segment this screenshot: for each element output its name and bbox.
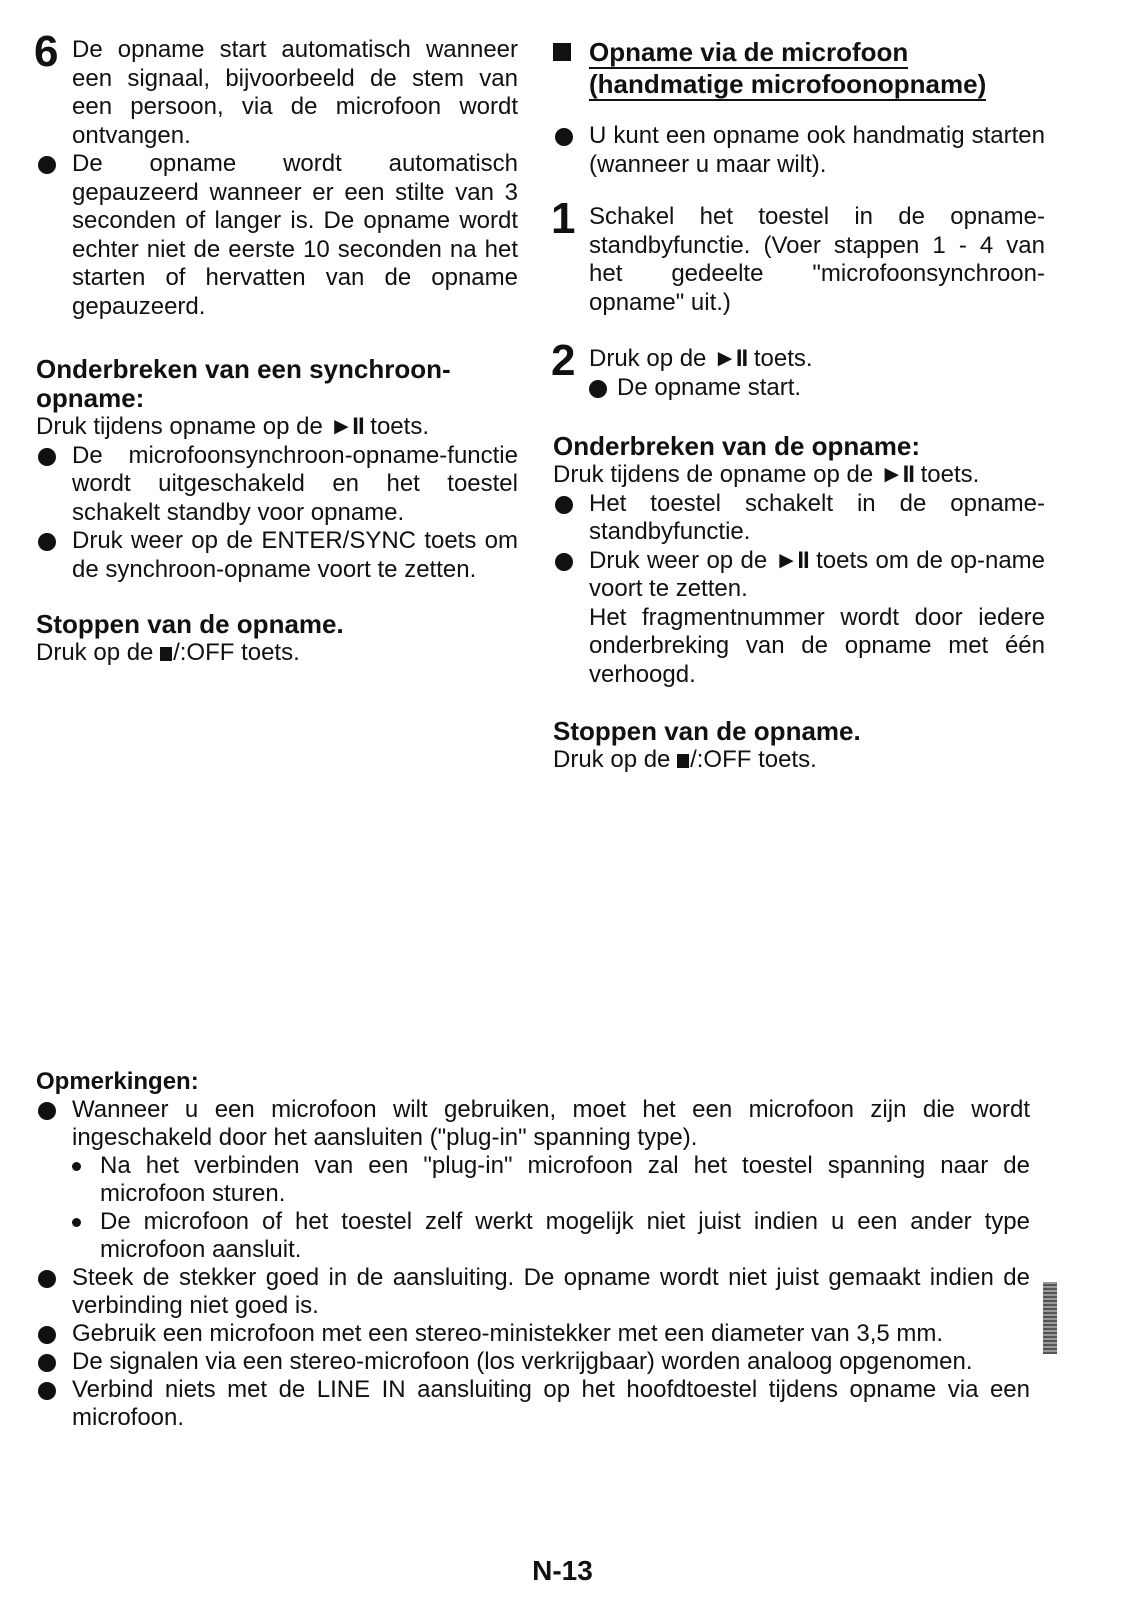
bullet-icon <box>38 1270 56 1288</box>
section-title-line1: Opname via de microfoon <box>589 37 909 67</box>
stop-key-icon <box>160 647 172 661</box>
note-item: De signalen via een stereo-microfoon (los verkrijgbaar) worden analoog opgenomen. <box>36 1348 1030 1376</box>
step-6-bullet <box>36 150 518 321</box>
right-column <box>553 36 1045 775</box>
step-number: 6 <box>34 27 59 76</box>
section-heading: Onderbreken van een synchroon-opname: <box>36 354 451 413</box>
notes-section <box>36 1068 1030 1432</box>
section-heading: Stoppen van de opname. <box>553 716 861 746</box>
bullet-icon <box>38 1326 56 1344</box>
bullet-icon <box>38 533 56 551</box>
notes-heading: Opmerkingen: <box>36 1068 199 1095</box>
bullet-icon <box>38 1382 56 1400</box>
bullet-icon <box>555 128 573 146</box>
note-item: Wanneer u een microfoon wilt gebruiken, moet het een microfoon zijn die wordt ingeschakeld door het aansluiten ("plug-in" spanning type). <box>36 1096 1030 1152</box>
step-text: De opname start automatisch wanneer een signaal, bijvoorbeeld de stem van een persoon, via de microfoon wordt ontvangen. <box>72 36 518 149</box>
bullet-text: U kunt een opname ook handmatig starten (wanneer u maar wilt). <box>589 122 1045 178</box>
small-bullet-icon <box>72 1162 81 1171</box>
bullet-icon <box>555 496 573 514</box>
section-heading: Onderbreken van de opname: <box>553 431 920 461</box>
bullet-icon <box>38 156 56 174</box>
bullet-icon <box>38 448 56 466</box>
bullet-icon <box>589 380 607 398</box>
bullet-text: De opname wordt automatisch gepauzeerd wanneer er een stilte van 3 seconden of langer is. De opname wordt echter niet de eerste 10 seconden na het starten of hervatten van de opname gepauzeerd. <box>72 150 518 320</box>
step-text: Schakel het toestel in de opname-standbyfunctie. (Voer stappen 1 - 4 van het gedeelte "microfoonsynchroon-opname" uit.) <box>589 203 1045 316</box>
section-title <box>553 36 1045 100</box>
bullet-icon <box>555 553 573 571</box>
bullet-text: Druk weer op de ENTER/SYNC toets om de synchroon-opname voort te zetten. <box>72 527 518 583</box>
instruction-line: Druk op de /:OFF toets. <box>553 746 817 773</box>
step-2: 2 Druk op de ►II toets. <box>551 336 813 385</box>
note-item: Steek de stekker goed in de aansluiting. De opname wordt niet juist gemaakt indien de verbinding niet goed is. <box>36 1264 1030 1320</box>
instruction-line: Druk op de /:OFF toets. <box>36 639 300 666</box>
bullet-text: De opname start. <box>617 373 802 401</box>
step-1 <box>551 194 1045 317</box>
bullet-text: Het toestel schakelt in de opname-standbyfunctie. <box>589 489 1045 545</box>
step-2-bullet <box>553 374 1045 403</box>
step-6 <box>34 27 518 150</box>
play-pause-key-icon: ►II <box>329 413 364 440</box>
page-number: N-13 <box>532 1555 593 1586</box>
bullet-item <box>36 442 518 528</box>
small-bullet-icon <box>72 1218 81 1227</box>
play-pause-key-icon: ►II <box>774 546 809 574</box>
bullet-icon <box>38 1102 56 1120</box>
intro-bullet <box>553 122 1045 179</box>
note-item: Verbind niets met de LINE IN aansluiting op het hoofdtoestel tijdens opname via een microfoon. <box>36 1376 1030 1432</box>
bullet-item: Druk weer op de ►II toets om de op-name voort te zetten. <box>553 547 1045 604</box>
page-edge-tab-marker <box>1043 1282 1057 1354</box>
section-title-line2: (handmatige microfoonopname) <box>589 69 987 99</box>
bullet-item <box>553 490 1045 547</box>
left-column <box>34 27 518 668</box>
section-heading: Stoppen van de opname. <box>36 609 344 639</box>
instruction-line: Druk tijdens opname op de ►II toets. <box>36 413 429 440</box>
stop-key-icon <box>677 754 689 768</box>
note-item: Gebruik een microfoon met een stereo-ministekker met een diameter van 3,5 mm. <box>36 1320 1030 1348</box>
step-number: 2 <box>551 336 576 385</box>
play-pause-key-icon: ►II <box>713 345 748 372</box>
instruction-line: Druk tijdens de opname op de ►II toets. <box>553 461 980 488</box>
bullet-item <box>36 527 518 584</box>
square-bullet-icon <box>553 43 571 61</box>
step-number: 1 <box>551 194 576 243</box>
note-subitem: De microfoon of het toestel zelf werkt mogelijk niet juist indien u een ander type microfoon aansluit. <box>36 1208 1030 1264</box>
bullet-text: De microfoonsynchroon-opname-functie wordt uitgeschakeld en het toestel schakelt standby voor opname. <box>72 441 518 526</box>
bullet-icon <box>38 1354 56 1372</box>
play-pause-key-icon: ►II <box>879 461 914 488</box>
bullet-extra-text: Het fragmentnummer wordt door iedere onderbreking van de opname met één verhoogd. <box>589 603 1045 688</box>
note-subitem: Na het verbinden van een "plug-in" microfoon zal het toestel spanning naar de microfoon sturen. <box>36 1152 1030 1208</box>
